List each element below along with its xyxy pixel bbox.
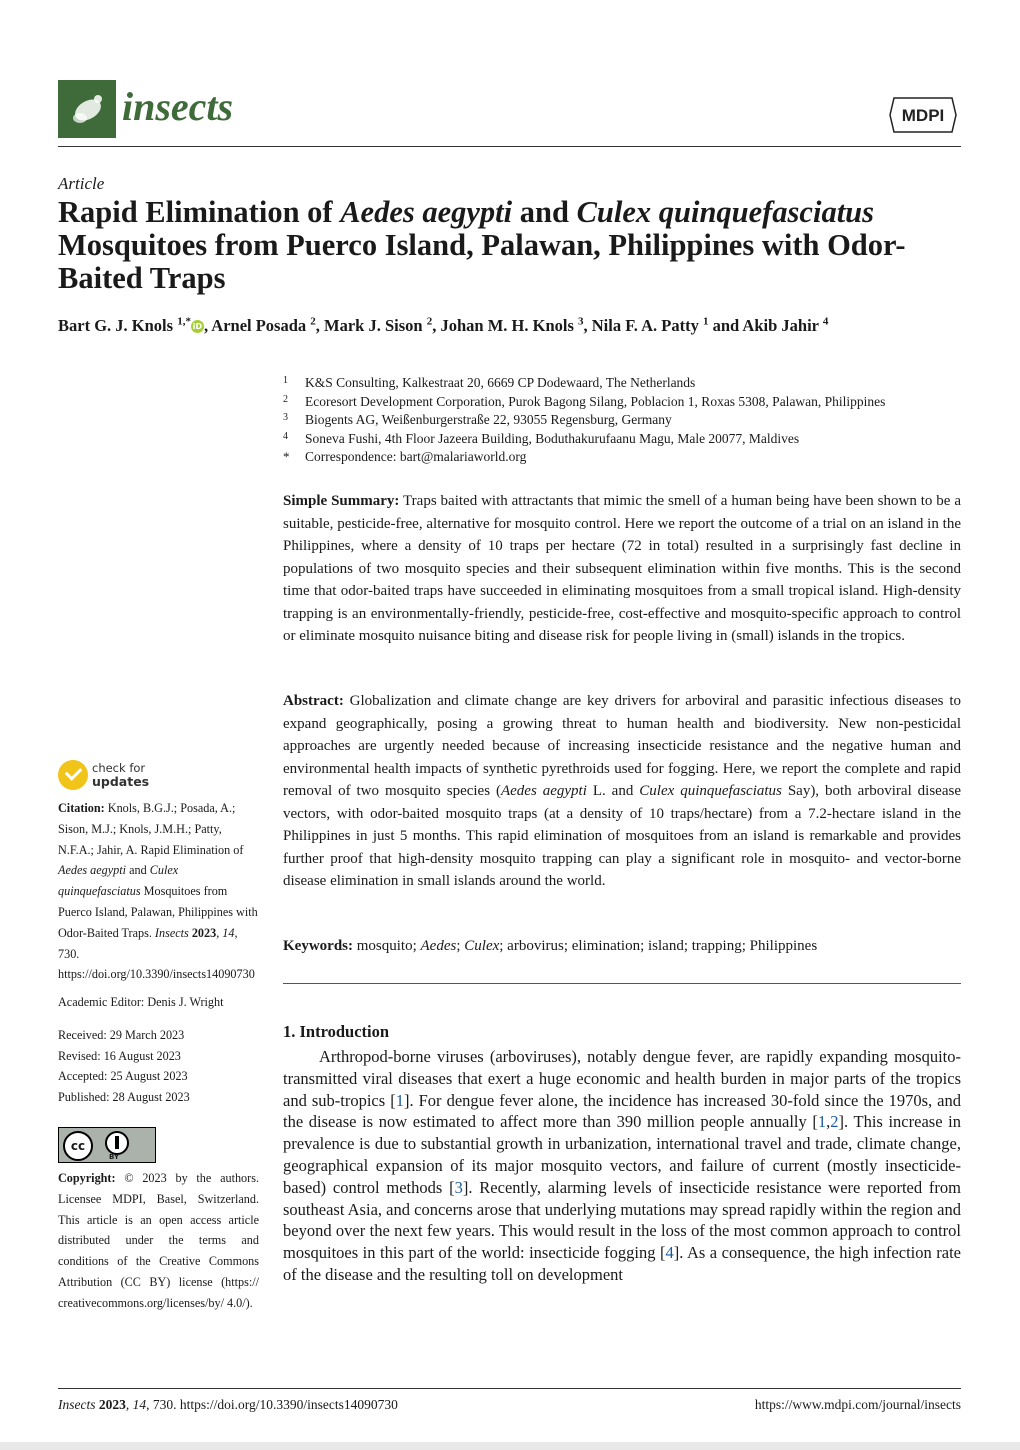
published-date: Published: 28 August 2023 [58,1089,190,1104]
reference-link[interactable]: 1 [395,1090,404,1110]
insect-icon [58,80,116,138]
affiliation-item: 2 Ecoresort Development Corporation, Purok Bagong Silang, Poblacion 1, Roxas 5308, Palawan, Philippines [283,393,886,409]
reference-link[interactable]: 3 [454,1177,463,1197]
journal-name: insects [122,84,234,129]
footer-journal-url[interactable]: https://www.mdpi.com/journal/insects [754,1397,961,1412]
by-label: BY [109,1153,120,1161]
academic-editor: Academic Editor: Denis J. Wright [58,995,224,1009]
section-heading: 1. Introduction [283,1022,390,1041]
reference-link[interactable]: 2 [830,1112,839,1132]
article-type: Article [58,174,105,193]
footer-rule [58,1388,961,1389]
header-rule [58,146,961,147]
article-title: Rapid Elimination of Aedes aegypti and Culex quinquefasciatus Mosquitoes from Puerco Island, Palawan, Philippines with Odor-Baited Traps [58,195,906,295]
journal-logo [58,80,116,138]
section-rule [283,983,961,984]
simple-summary: Simple Summary: Traps baited with attractants that mimic the smell of a human being have been shown to be a suitable, pesticide-free, alternative for mosquito control. Here we report the outcome of a trial on an island in the Philippines, where a density of 10 traps per hectare (72 in total) resulted in a surprisingly fast decline in populations of two mosquito species and their subsequent elimination within five months. This is the second time that odor-baited traps have succeeded in eliminating mosquitoes from a small tropical island. High-density trapping is an environmentally-friendly, pesticide-free, cost-effective and mosquito-specific approach to control or eliminate mosquito nuisance biting and disease risk for people living in (small) islands in the tropics. [283,493,962,644]
person-icon [105,1131,129,1155]
affiliation-item: 1 K&S Consulting, Kalkestraat 20, 6669 CP Dodewaard, The Netherlands [283,375,696,390]
received-date: Received: 29 March 2023 [58,1028,185,1042]
affiliations [283,375,973,468]
revised-date: Revised: 16 August 2023 [58,1048,181,1063]
reference-link[interactable]: 4 [665,1243,674,1263]
check-for-updates-icon[interactable] [58,760,88,790]
affiliation-item: 4 Soneva Fushi, 4th Floor Jazeera Building, Boduthakurufaanu Magu, Male 20077, Maldives [283,430,800,446]
footer-citation: Insects 2023, 14, 730. https://doi.org/10.3390/insects14090730 [58,1397,398,1412]
mdpi-logo [888,96,958,134]
reference-link[interactable]: 1 [817,1112,827,1132]
citation: Citation: Knols, B.G.J.; Posada, A.; Sison, M.J.; Knols, J.M.H.; Patty, N.F.A.; Jahir, A. Rapid Elimination of Aedes aegypti and Culex quinquefasciatus Mosquitoes from Puerco Island, Palawan, Philippines with Odor-Baited Traps. Insects 2023, 14, 730. https://doi.org/10.3390/insects14090730 [58,801,258,982]
dates [58,1025,258,1107]
cc-by-license-badge[interactable] [58,1127,156,1163]
abstract: Abstract: Globalization and climate change are key drivers for arboviral and parasitic infectious diseases to expand geographically, posing a growing threat to human health and biodiversity. New non-pesticidal approaches are urgently needed because of increasing insecticide resistance and the negative human and environmental health impacts of synthetic pyrethroids used for fogging. Here, we report the complete and rapid removal of two mosquito species (Aedes aegypti L. and Culex quinquefasciatus Say), both arboviral disease vectors, with odor-baited mosquito traps (at a density of 10 traps/hectare) from a 7.2-hectare island in the Philippines in just 5 months. This rapid elimination of mosquitoes from an island is remarkable and provides further proof that high-density mosquito trapping can play a significant role in mosquito- and vector-borne disease elimination in small islands around the world. [283,693,961,889]
orcid-icon[interactable]: iD [192,322,203,331]
affiliation-item: 3 Biogents AG, Weißenburgerstraße 22, 93055 Regensburg, Germany [283,412,672,427]
accepted-date: Accepted: 25 August 2023 [58,1069,188,1084]
author-list: Bart G. J. Knols $^{1,*}$ iD , Arnel Posada $^2$, Mark J. Sison $^2$, Johan M. H. Knols $^3$, Nila F. A. Patty $^1$ and Akib Jahir $^4$ [58,315,829,335]
correspondence: * Correspondence: bart@malariaworld.org [283,449,527,464]
introduction-text: Arthropod-borne viruses (arboviruses), notably dengue fever, are rapidly expanding mosquito-transmitted viral diseases that exert a huge economic and health burden in major parts of the tropics and sub-tropics [1]. For dengue fever alone, the incidence has increased 30-fold since the 1970s, and the disease is now estimated to affect more than 390 million people annually [1,2]. This increase in prevalence is due to substantial growth in urbanization, international travel and trade, climate change, geographical expansion of its major mosquito vectors, and failure of current (mostly insecticide-based) control methods [3]. Recently, alarming levels of insecticide resistance were reported from southeast Asia, and concerns arose that underlying mutations may spread rapidly within the region and beyond over the next few years. This would result in the loss of the most common approach to control mosquitoes in this part of the world: insecticide fogging [4]. As a consequence, the high infection rate of the disease and the resulting toll on development [283,1047,961,1284]
keywords: Keywords: mosquito; Aedes; Culex; arbovirus; elimination; island; trapping; Philippines [283,938,818,954]
copyright-notice: Copyright: © 2023 by the authors. Licensee MDPI, Basel, Switzerland. This article is an open access article distributed under the terms and conditions of the Creative Commons Attribution (CC BY) license (https:// creativecommons.org/licenses/by/ 4.0/). [58,1171,259,1310]
mdpi-text: MDPI [901,106,945,125]
check-for-updates[interactable]: check for updates [92,761,150,789]
page-edge [0,1442,1020,1450]
cc-icon: cc [63,1131,93,1161]
